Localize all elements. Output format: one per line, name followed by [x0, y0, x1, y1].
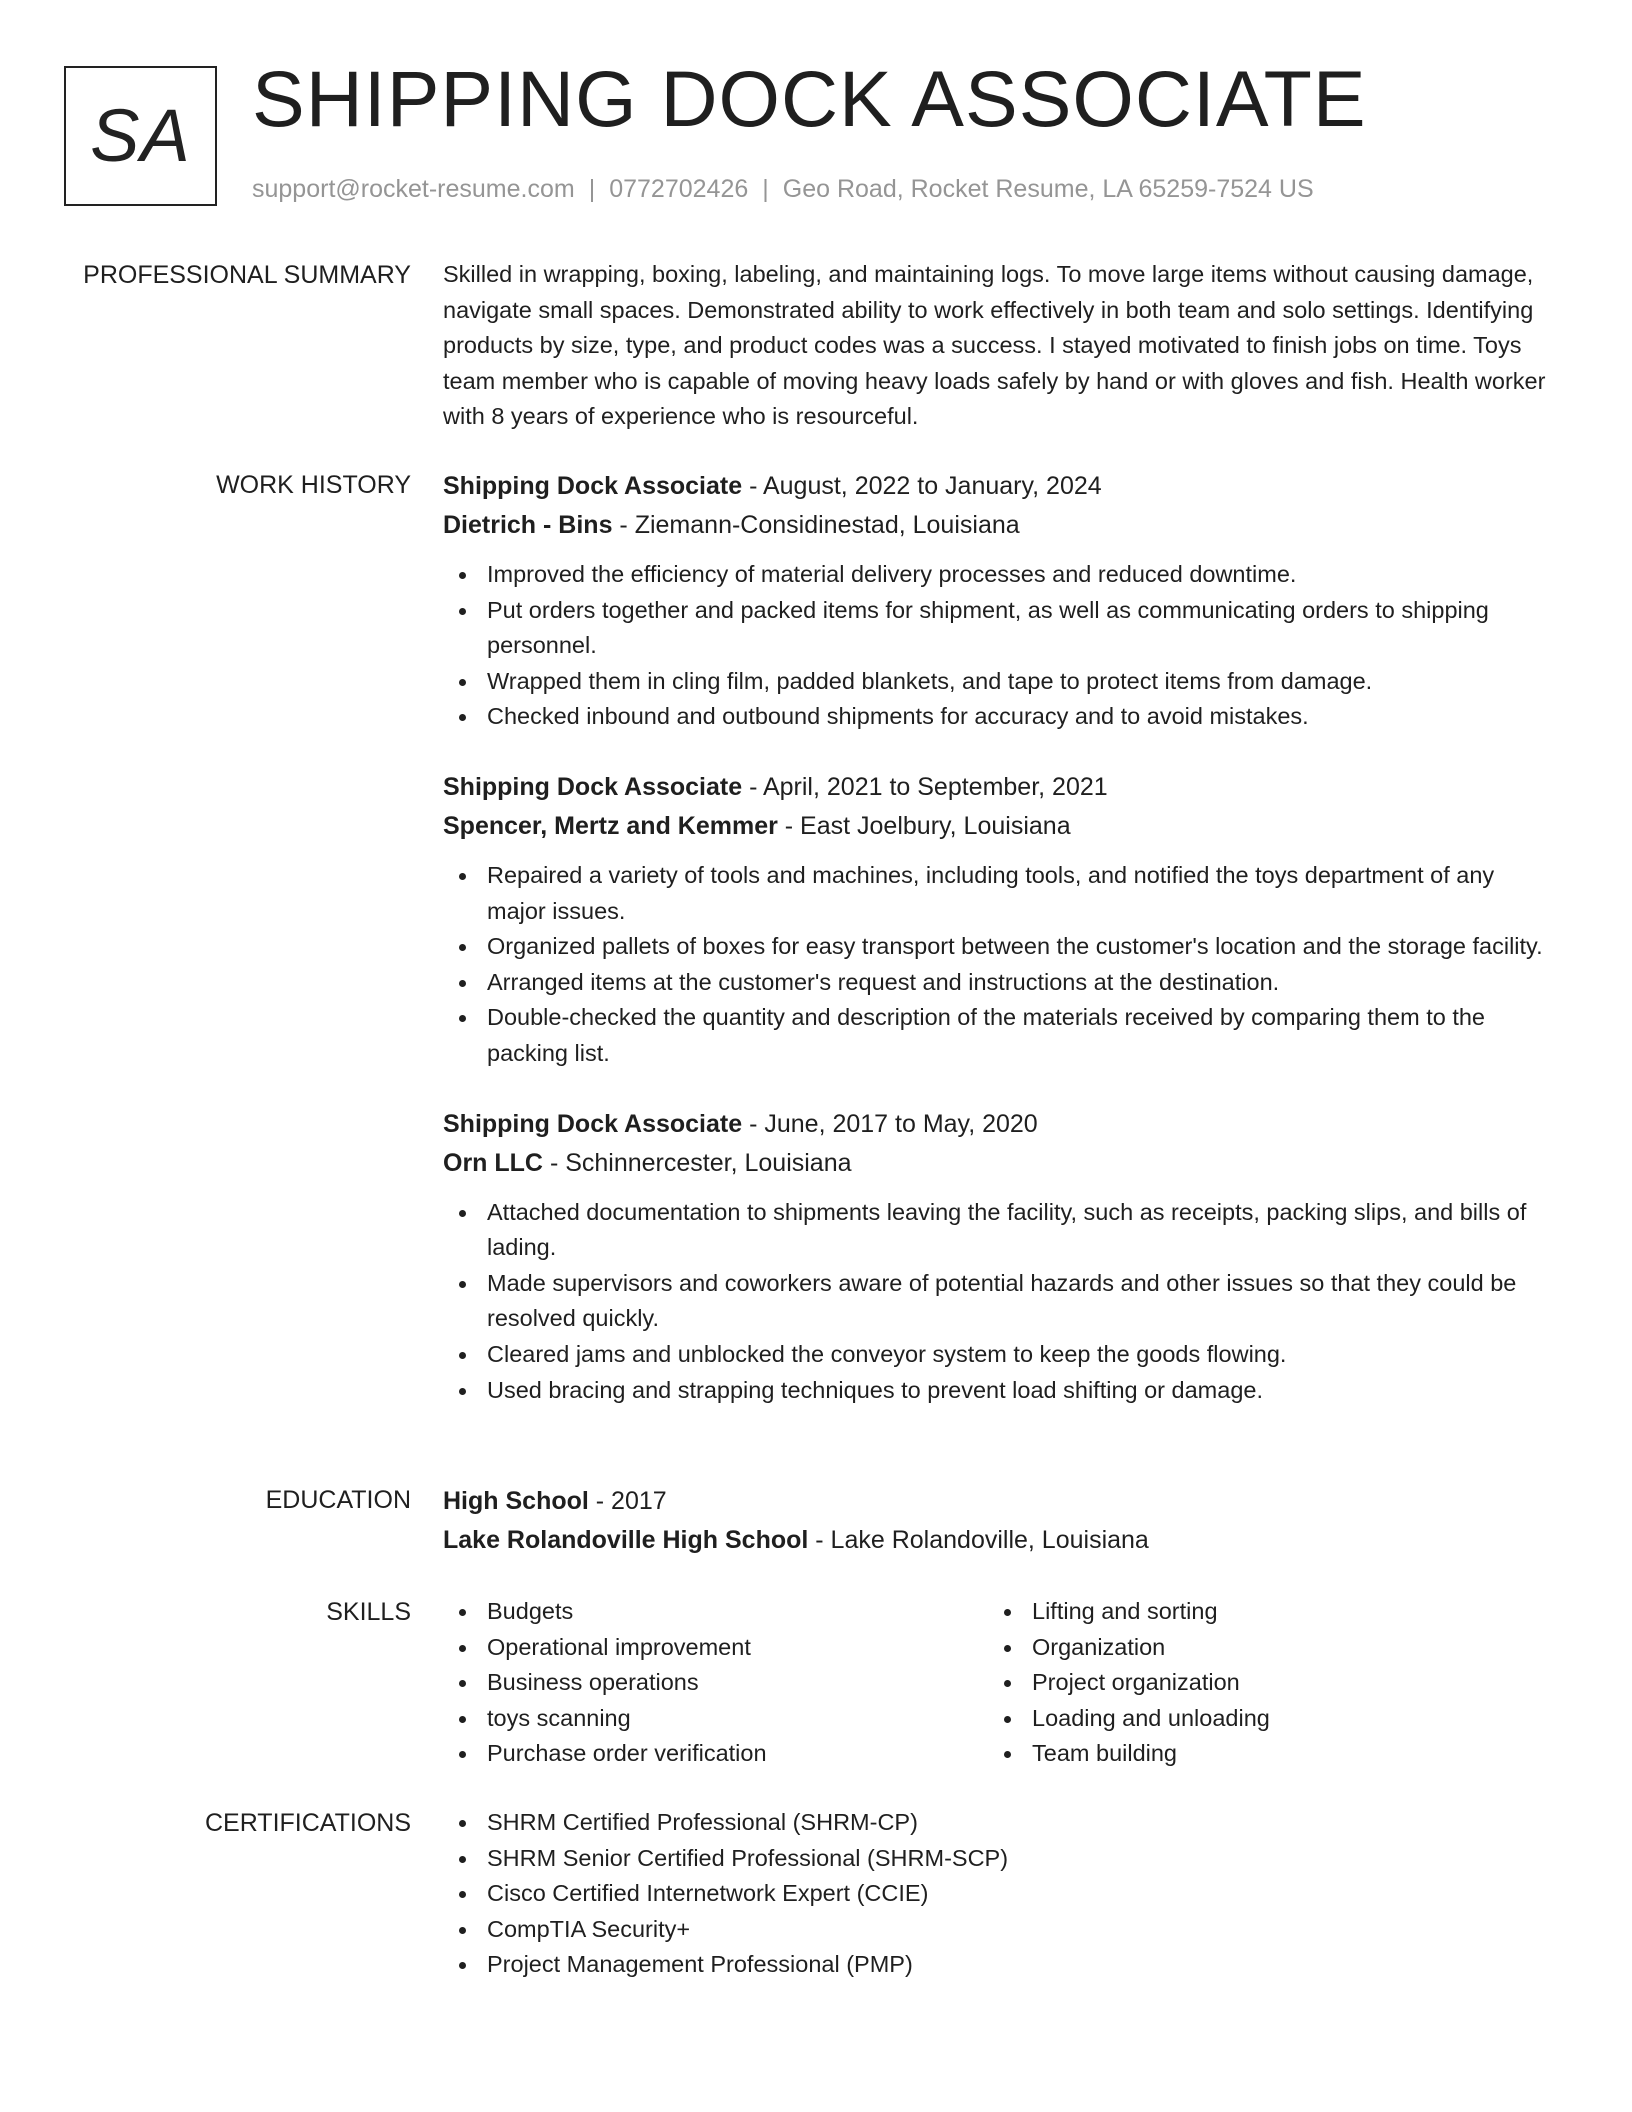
list-item: Cleared jams and unblocked the conveyor system to keep the goods flowing. [443, 1337, 1559, 1373]
list-item: Project organization [988, 1665, 1533, 1701]
list-item: Made supervisors and coworkers aware of potential hazards and other issues so that they could be resolved quickly. [443, 1266, 1559, 1337]
job-company: Spencer, Mertz and Kemmer [443, 811, 778, 840]
list-item: Repaired a variety of tools and machines, including tools, and notified the toys department of any major issues. [443, 858, 1559, 929]
list-item: toys scanning [443, 1701, 988, 1737]
job-location: - East Joelbury, Louisiana [777, 811, 1071, 840]
certifications-list [443, 1805, 1559, 1983]
list-item: Operational improvement [443, 1630, 988, 1666]
job-entry [443, 1105, 1559, 1409]
contact-separator: | [762, 175, 769, 203]
list-item: Used bracing and strapping techniques to prevent load shifting or damage. [443, 1373, 1559, 1409]
education-school: Lake Rolandoville High School [443, 1526, 809, 1554]
job-company: Orn LLC [443, 1148, 543, 1177]
list-item: Team building [988, 1736, 1533, 1772]
job-dates: - April, 2021 to September, 2021 [742, 772, 1108, 801]
education-location: - Lake Rolandoville, Louisiana [808, 1526, 1149, 1554]
list-item: CompTIA Security+ [443, 1912, 1559, 1948]
section-label-skills: SKILLS [326, 1598, 411, 1626]
contact-line [252, 174, 1314, 204]
job-location: - Ziemann-Considinestad, Louisiana [612, 511, 1020, 539]
job-title: Shipping Dock Associate [443, 472, 743, 500]
job-title: Shipping Dock Associate [443, 1109, 743, 1138]
job-location: - Schinnercester, Louisiana [543, 1148, 852, 1177]
job-dates: - June, 2017 to May, 2020 [742, 1109, 1038, 1138]
list-item: Wrapped them in cling film, padded blankets, and tape to protect items from damage. [443, 664, 1559, 700]
list-item: Arranged items at the customer's request and instructions at the destination. [443, 965, 1559, 1001]
education-degree: High School [443, 1487, 589, 1515]
list-item: Cisco Certified Internetwork Expert (CCIE) [443, 1876, 1559, 1912]
list-item: Attached documentation to shipments leaving the facility, such as receipts, packing slips, and bills of lading. [443, 1195, 1559, 1266]
contact-address: Geo Road, Rocket Resume, LA 65259-7524 US [782, 175, 1314, 203]
contact-phone[interactable]: 0772702426 [609, 175, 749, 203]
contact-email[interactable]: support@rocket-resume.com [252, 175, 575, 203]
section-label-work-history: WORK HISTORY [216, 471, 411, 499]
list-item: Put orders together and packed items for shipment, as well as communicating orders to shipping personnel. [443, 593, 1559, 664]
summary-text: Skilled in wrapping, boxing, labeling, and maintaining logs. To move large items without causing damage, navigate small spaces. Demonstrated ability to work effectively in both team and solo settings. Identifying products by size, type, and product codes was a success. I stayed motivated to finish jobs on time. Toys team member who is capable of moving heavy loads safely by hand or with gloves and fish. Health worker with 8 years of experience who is resourceful. [443, 261, 1546, 430]
education-year: - 2017 [588, 1487, 667, 1515]
section-label-summary: PROFESSIONAL SUMMARY [83, 261, 411, 289]
section-label-education: EDUCATION [265, 1486, 411, 1514]
list-item: Business operations [443, 1665, 988, 1701]
job-bullets [443, 557, 1559, 735]
job-title: Shipping Dock Associate [443, 772, 743, 801]
skills-grid [443, 1594, 1559, 1772]
list-item: Organized pallets of boxes for easy transport between the customer's location and the storage facility. [443, 929, 1559, 965]
list-item: SHRM Senior Certified Professional (SHRM-SCP) [443, 1841, 1559, 1877]
job-dates: - August, 2022 to January, 2024 [742, 472, 1102, 500]
skills-column-right [988, 1594, 1533, 1772]
contact-separator: | [588, 175, 596, 203]
section-label-certifications: CERTIFICATIONS [204, 1809, 411, 1837]
list-item: Checked inbound and outbound shipments for accuracy and to avoid mistakes. [443, 699, 1559, 735]
list-item: Organization [988, 1630, 1533, 1666]
list-item: SHRM Certified Professional (SHRM-CP) [443, 1805, 1559, 1841]
list-item: Project Management Professional (PMP) [443, 1947, 1559, 1983]
job-entry [443, 467, 1559, 735]
list-item: Double-checked the quantity and description of the materials received by comparing them to the packing list. [443, 1000, 1559, 1071]
job-bullets [443, 1195, 1559, 1409]
monogram-box [64, 66, 217, 206]
job-company: Dietrich - Bins [443, 511, 613, 539]
list-item: Loading and unloading [988, 1701, 1533, 1737]
list-item: Budgets [443, 1594, 988, 1630]
skills-column-left [443, 1594, 988, 1772]
job-entry [443, 768, 1559, 1072]
list-item: Improved the efficiency of material delivery processes and reduced downtime. [443, 557, 1559, 593]
resume-title: SHIPPING DOCK ASSOCIATE [252, 54, 1367, 143]
list-item: Lifting and sorting [988, 1594, 1533, 1630]
monogram-initials: SA [90, 94, 191, 177]
list-item: Purchase order verification [443, 1736, 988, 1772]
job-bullets [443, 858, 1559, 1072]
